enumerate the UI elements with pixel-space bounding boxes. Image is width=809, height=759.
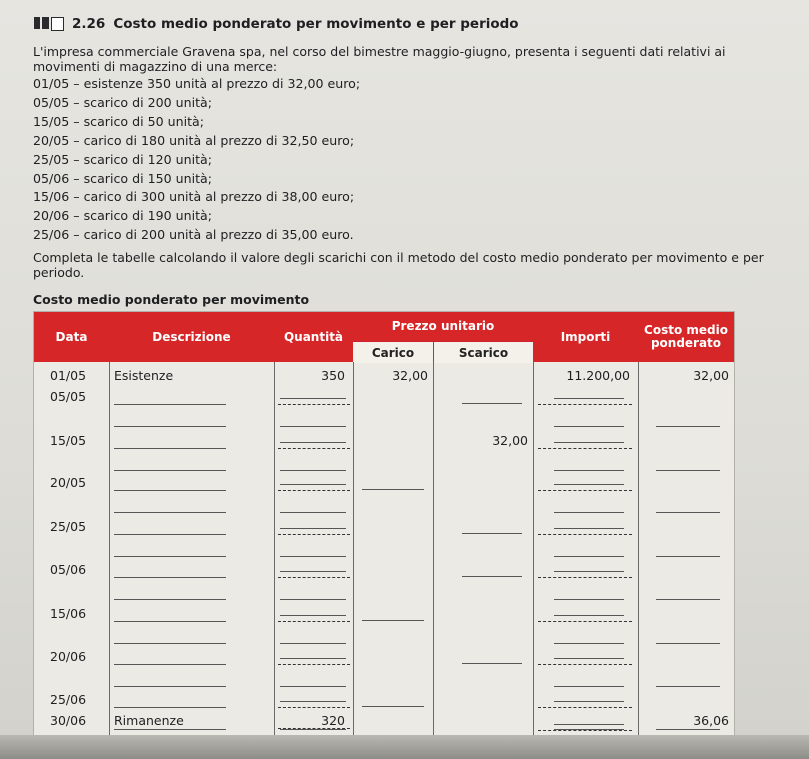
- cell-descrizione: Esistenze: [114, 368, 174, 383]
- dashed-total-line: [538, 534, 632, 535]
- header-costo-medio: Costo medio ponderato: [644, 323, 728, 350]
- blank-line: [114, 686, 226, 687]
- column-divider: [533, 362, 534, 738]
- blank-line: [280, 571, 346, 572]
- movement-line: 15/06 – carico di 300 unità al prezzo di 38,00 euro;: [33, 189, 355, 205]
- blank-line: [462, 533, 522, 534]
- blank-line: [656, 686, 720, 687]
- blank-line: [280, 658, 346, 659]
- blank-line: [114, 556, 226, 557]
- blank-line: [554, 701, 624, 702]
- blank-line: [280, 701, 346, 702]
- movements-list: [33, 75, 360, 245]
- column-divider: [274, 362, 275, 738]
- blank-line: [280, 729, 346, 730]
- cell-data: 15/06: [50, 606, 87, 621]
- blank-line: [114, 512, 226, 513]
- movement-line: 20/06 – scarico di 190 unità;: [33, 208, 213, 224]
- dashed-total-line: [278, 404, 350, 405]
- blank-line: [280, 686, 346, 687]
- blank-line: [362, 706, 424, 707]
- dashed-total-line: [278, 534, 350, 535]
- header-importi: Importi: [560, 329, 611, 344]
- column-divider: [109, 362, 110, 738]
- cell-costo-medio: 36,06: [693, 713, 729, 728]
- blank-line: [114, 643, 226, 644]
- blank-line: [280, 599, 346, 600]
- blank-line: [280, 470, 346, 471]
- movement-line: 05/05 – scarico di 200 unità;: [33, 94, 213, 110]
- cell-data: 30/06: [50, 713, 87, 728]
- dashed-total-line: [278, 577, 350, 578]
- blank-line: [114, 470, 226, 471]
- blank-line: [554, 615, 624, 616]
- table-title: Costo medio ponderato per movimento: [33, 292, 310, 307]
- cell-importi: 11.200,00: [566, 368, 630, 383]
- blank-line: [114, 534, 226, 535]
- blank-line: [280, 442, 346, 443]
- movement-line: 25/05 – scarico di 120 unità;: [33, 151, 213, 167]
- exercise-intro: L'impresa commerciale Gravena spa, nel corso del bimestre maggio-giugno, presenta i seguenti dati relativi ai movimenti di magazzino di una merce:: [33, 44, 726, 74]
- blank-line: [280, 398, 346, 399]
- blank-line: [554, 571, 624, 572]
- blank-line: [362, 489, 424, 490]
- dashed-total-line: [278, 448, 350, 449]
- header-prezzo-unitario: Prezzo unitario: [391, 319, 495, 333]
- blank-line: [656, 470, 720, 471]
- blank-line: [554, 426, 624, 427]
- dashed-total-line: [278, 490, 350, 491]
- inventory-table: [33, 311, 735, 739]
- dashed-total-line: [538, 621, 632, 622]
- movement-line: 15/05 – scarico di 50 unità;: [33, 113, 204, 129]
- cell-data: 20/06: [50, 649, 87, 664]
- movement-line: 20/05 – carico di 180 unità al prezzo di 32,50 euro;: [33, 132, 355, 148]
- blank-line: [280, 615, 346, 616]
- blank-line: [114, 707, 226, 708]
- blank-line: [656, 599, 720, 600]
- blank-line: [462, 576, 522, 577]
- blank-line: [114, 664, 226, 665]
- blank-line: [114, 490, 226, 491]
- header-quantita: Quantità: [283, 329, 344, 344]
- dashed-total-line: [538, 577, 632, 578]
- dashed-total-line: [538, 448, 632, 449]
- header-descrizione: Descrizione: [152, 329, 231, 344]
- blank-line: [554, 528, 624, 529]
- movement-line: 05/06 – scarico di 150 unità;: [33, 170, 213, 186]
- cell-quantita: 320: [321, 713, 345, 728]
- blank-line: [554, 643, 624, 644]
- movement-line: 01/05 – esistenze 350 unità al prezzo di 32,00 euro;: [33, 76, 361, 91]
- blank-line: [656, 426, 720, 427]
- cell-quantita: 350: [321, 368, 345, 383]
- dashed-total-line: [278, 728, 350, 729]
- dashed-total-line: [278, 664, 350, 665]
- blank-line: [656, 512, 720, 513]
- dashed-total-line: [538, 404, 632, 405]
- blank-line: [554, 599, 624, 600]
- exercise-number: 2.26: [72, 16, 106, 32]
- header-data: Data: [55, 329, 88, 344]
- dashed-total-line: [538, 707, 632, 708]
- column-divider: [638, 362, 639, 738]
- cell-data: 25/06: [50, 692, 87, 707]
- blank-line: [656, 729, 720, 730]
- blank-line: [554, 484, 624, 485]
- blank-line: [462, 403, 522, 404]
- blank-line: [280, 556, 346, 557]
- dashed-total-line: [538, 730, 632, 731]
- dashed-total-line: [538, 490, 632, 491]
- blank-line: [280, 512, 346, 513]
- subheader-scarico: Scarico: [434, 341, 533, 363]
- blank-line: [114, 599, 226, 600]
- blank-line: [114, 577, 226, 578]
- exercise-title: Costo medio ponderato per movimento e per periodo: [113, 16, 519, 32]
- column-divider: [433, 362, 434, 738]
- subheader-carico: Carico: [353, 341, 433, 363]
- blank-line: [462, 663, 522, 664]
- blank-line: [114, 621, 226, 622]
- cell-data: 05/06: [50, 562, 87, 577]
- movement-line: 25/06 – carico di 200 unità al prezzo di 35,00 euro.: [33, 227, 354, 243]
- dashed-total-line: [278, 707, 350, 708]
- blank-line: [280, 426, 346, 427]
- cell-costo-medio: 32,00: [693, 368, 729, 383]
- blank-line: [114, 448, 226, 449]
- blank-line: [656, 643, 720, 644]
- blank-line: [554, 724, 624, 725]
- cell-scarico: 32,00: [492, 433, 528, 448]
- blank-line: [280, 484, 346, 485]
- exercise-header: [34, 16, 519, 32]
- column-divider: [353, 362, 354, 738]
- blank-line: [554, 442, 624, 443]
- blank-line: [280, 528, 346, 529]
- blank-line: [656, 556, 720, 557]
- exercise-instruction: Completa le tabelle calcolando il valore degli scarichi con il metodo del costo medio ponderato per movimento e per periodo.: [33, 250, 764, 280]
- blank-line: [554, 398, 624, 399]
- cell-data: 20/05: [50, 475, 87, 490]
- blank-line: [114, 426, 226, 427]
- blank-line: [554, 686, 624, 687]
- blank-line: [554, 470, 624, 471]
- blank-line: [554, 556, 624, 557]
- dashed-total-line: [538, 664, 632, 665]
- blank-line: [280, 643, 346, 644]
- cell-data: 01/05: [50, 368, 87, 383]
- blank-line: [114, 729, 226, 730]
- blank-line: [554, 658, 624, 659]
- blank-line: [554, 512, 624, 513]
- cell-descrizione: Rimanenze: [114, 713, 184, 728]
- cell-data: 05/05: [50, 389, 87, 404]
- page-edge: [0, 735, 809, 759]
- blank-line: [362, 620, 424, 621]
- cell-carico: 32,00: [392, 368, 428, 383]
- exercise-level-icon: [34, 17, 64, 31]
- dashed-total-line: [278, 621, 350, 622]
- cell-data: 25/05: [50, 519, 87, 534]
- blank-line: [114, 404, 226, 405]
- cell-data: 15/05: [50, 433, 87, 448]
